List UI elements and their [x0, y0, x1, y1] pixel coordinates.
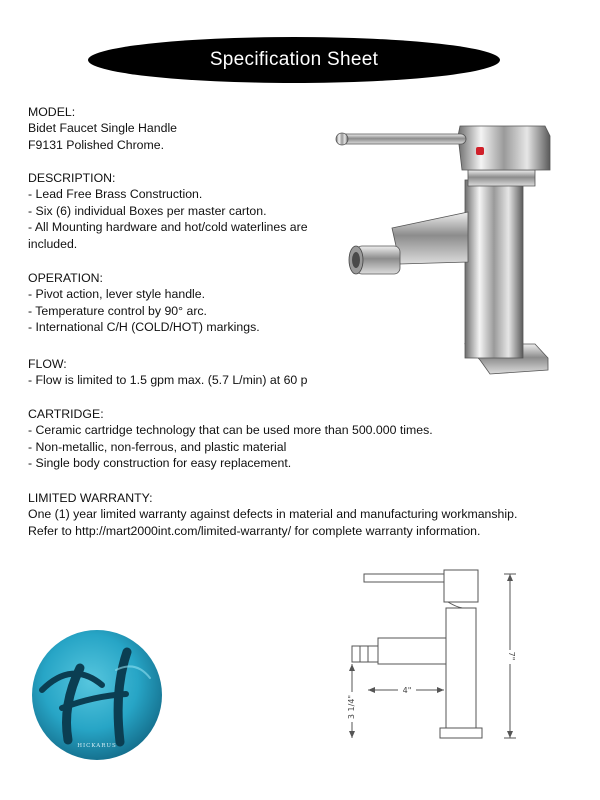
description-line: - Six (6) individual Boxes per master carton. — [28, 203, 267, 218]
description-heading: DESCRIPTION: — [28, 171, 116, 185]
operation-heading: OPERATION: — [28, 271, 103, 285]
brand-logo — [32, 630, 162, 760]
model-heading: MODEL: — [28, 105, 76, 119]
cartridge-line: - Non-metallic, non-ferrous, and plastic material — [28, 439, 287, 454]
title-banner — [88, 37, 500, 83]
operation-line: - Temperature control by 90° arc. — [28, 303, 207, 318]
model-line: F9131 Polished Chrome. — [28, 137, 165, 152]
brand-name: HICKARUS — [77, 743, 117, 749]
flow-section — [28, 356, 308, 389]
logo-monogram-icon — [32, 630, 162, 760]
reach-dimension-label: 4" — [402, 686, 412, 695]
warranty-section — [28, 490, 588, 539]
flow-line: - Flow is limited to 1.5 gpm max. (5.7 L/min) at 60 p — [28, 373, 308, 388]
faucet-image — [330, 112, 560, 387]
cartridge-section — [28, 406, 498, 472]
dimension-drawing — [340, 568, 540, 748]
description-line: - All Mounting hardware and hot/cold waterlines are included. — [28, 220, 308, 251]
flow-heading: FLOW: — [28, 357, 67, 371]
operation-line: - International C/H (COLD/HOT) markings. — [28, 320, 260, 335]
warranty-heading: LIMITED WARRANTY: — [28, 491, 153, 505]
model-line: Bidet Faucet Single Handle — [28, 121, 178, 136]
description-section — [28, 170, 318, 252]
warranty-line: One (1) year limited warranty against defects in material and manufacturing workmanship. — [28, 507, 518, 522]
description-line: - Lead Free Brass Construction. — [28, 187, 203, 202]
cartridge-line: - Ceramic cartridge technology that can be used more than 500.000 times. — [28, 423, 433, 438]
cartridge-heading: CARTRIDGE: — [28, 407, 104, 421]
cartridge-line: - Single body construction for easy replacement. — [28, 456, 292, 471]
warranty-line: Refer to http://mart2000int.com/limited-warranty/ for complete warranty information. — [28, 523, 481, 538]
page-title: Specification Sheet — [209, 49, 379, 70]
model-section — [28, 104, 177, 153]
height-dimension-label: 7" — [507, 651, 516, 661]
operation-line: - Pivot action, lever style handle. — [28, 287, 206, 302]
operation-section — [28, 270, 260, 336]
spout-height-dimension-label: 3 1/4" — [347, 694, 356, 720]
